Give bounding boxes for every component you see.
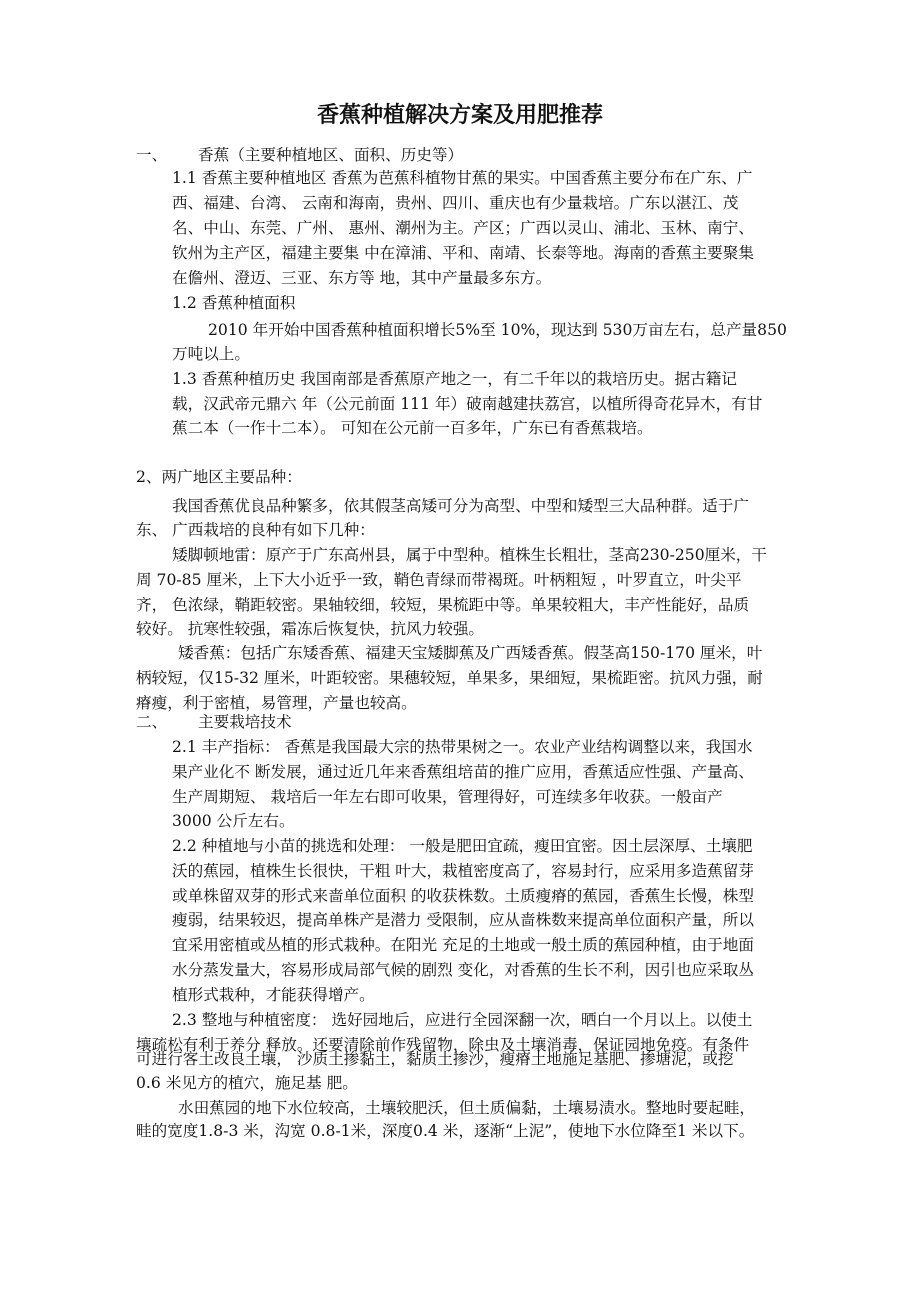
paragraph-line: 植形式栽种，才能获得增产。 bbox=[172, 986, 375, 1004]
paragraph-line: 柄较短，仅15-32 厘米，叶距较密。果穗较短，单果多，果细短，果梳距密。抗风力强，耐 bbox=[136, 669, 763, 687]
paragraph-line: 载，汉武帝元鼎六 年（公元前面 111 年）破南越建扶荔宫，以植所得奇花异木，有甘 bbox=[172, 395, 763, 413]
paragraph-line: 东、 广西栽培的良种有如下几种： bbox=[136, 521, 375, 539]
paragraph-line: 1.1 香蕉主要种植地区 香蕉为芭蕉科植物甘蕉的果实。中国香蕉主要分布在广东、广 bbox=[172, 169, 753, 187]
paragraph-line: 较好。 抗寒性较强，霜冻后恢复快，抗风力较强。 bbox=[136, 620, 485, 638]
paragraph-line: 壤疏松有利于养分 释放。还要清除前作残留物，除虫及土壤消毒，保证园地免疫。有条件 bbox=[136, 1036, 750, 1054]
paragraph-line: 1.3 香蕉种植历史 我国南部是香蕉原产地之一，有二千年以的栽培历史。据古籍记 bbox=[172, 370, 737, 388]
paragraph-line: 矮香蕉：包括广东矮香蕉、福建天宝矮脚蕉及广西矮香蕉。假茎高150-170 厘米，叶 bbox=[178, 644, 763, 662]
paragraph-line: 我国香蕉优良品种繁多，依其假茎高矮可分为高型、中型和矮型三大品种群。适于广 bbox=[172, 497, 749, 515]
paragraph-line: 名、中山、东莞、广州、 惠州、潮州为主。产区；广西以灵山、浦北、玉林、南宁、 bbox=[172, 219, 754, 237]
paragraph-line: 2010 年开始中国香蕉种植面积增长5%至 10%，现达到 530万亩左右，总产量850 bbox=[208, 321, 787, 339]
paragraph-line: 可进行客土改良土壤， 沙质土掺黏土，黏质土掺沙，瘦瘠土地施足基肥、掺塘泥，或挖 bbox=[136, 1050, 734, 1068]
paragraph-line: 沃的蕉园，植株生长很快，干粗 叶大，栽植密度高了，容易封行，应采用多造蕉留芽 bbox=[172, 862, 754, 880]
section-heading: 香蕉（主要种植地区、面积、历史等） bbox=[198, 146, 464, 164]
document-title: 香蕉种植解决方案及用肥推荐 bbox=[316, 103, 603, 128]
paragraph-line: 齐， 色浓绿，鞘距较密。果轴较细，较短，果梳距中等。单果较粗大，丰产性能好，品质 bbox=[136, 596, 750, 614]
paragraph-line: 瘠瘦，利于密植，易管理，产量也较高。 bbox=[136, 694, 417, 712]
paragraph-line: 瘦弱，结果较迟，提高单株产是潜力 受限制，应从啬株数来提高单位面积产量，所以 bbox=[172, 911, 754, 929]
paragraph-line: 2.3 整地与种植密度： 选好园地后，应进行全园深翻一次，晒白一个月以上。以使土 bbox=[172, 1011, 753, 1029]
paragraph-line: 万吨以上。 bbox=[172, 345, 250, 363]
section-number: 二、 bbox=[136, 713, 168, 731]
paragraph-line: 水分蒸发量大，容易形成局部气候的剧烈 变化，对香蕉的生长不利，因引也应采取丛 bbox=[172, 961, 754, 979]
section-heading: 2、两广地区主要品种： bbox=[136, 468, 302, 486]
paragraph-line: 蕉二本（一作十二本）。 可知在公元前一百多年，广东已有香蕉栽培。 bbox=[172, 419, 653, 437]
paragraph-line: 宜采用密植或丛植的形式栽种。在阳光 充足的土地或一般土质的蕉园种植，由于地面 bbox=[172, 936, 754, 954]
paragraph-line: 2.1 丰产指标： 香蕉是我国最大宗的热带果树之一。农业产业结构调整以来，我国水 bbox=[172, 738, 753, 756]
paragraph-line: 钦州为主产区，福建主要集 中在漳浦、平和、南靖、长泰等地。海南的香蕉主要聚集 bbox=[172, 244, 754, 262]
paragraph-line: 3000 公斤左右。 bbox=[172, 812, 295, 830]
paragraph-line: 2.2 种植地与小苗的挑选和处理： 一般是肥田宜疏，瘦田宜密。因土层深厚、土壤肥 bbox=[172, 837, 753, 855]
paragraph-line: 周 70-85 厘米，上下大小近乎一致，鞘色青绿而带褐斑。叶柄粗短 ，叶罗直立，叶尖平 bbox=[136, 571, 742, 589]
paragraph-line: 西、福建、台湾、 云南和海南，贵州、四川、重庆也有少量栽培。广东以湛江、茂 bbox=[172, 194, 739, 212]
paragraph-line: 果产业化不 断发展，通过近几年来香蕉组培苗的推广应用，香蕉适应性强、产量高、 bbox=[172, 763, 754, 781]
paragraph-line: 水田蕉园的地下水位较高，土壤较肥沃，但土质偏黏，土壤易渍水。整地时要起畦， bbox=[178, 1099, 755, 1117]
paragraph-line: 畦的宽度1.8-3 米，沟宽 0.8-1米，深度0.4 米，逐渐“上泥”，使地下水位降至1 米以下。 bbox=[136, 1122, 755, 1140]
paragraph-line: 生产周期短、 栽培后一年左右即可收果，管理得好，可连续多年收获。一般亩产 bbox=[172, 788, 723, 806]
subheading: 1.2 香蕉种植面积 bbox=[172, 294, 296, 312]
paragraph-line: 矮脚顿地雷：原产于广东高州县，属于中型种。植株生长粗壮，茎高230-250厘米，干 bbox=[172, 546, 767, 564]
paragraph-line: 或单株留双芽的形式来啬单位面积 的收获株数。土质瘦瘠的蕉园，香蕉生长慢，株型 bbox=[172, 887, 754, 905]
section-number: 一、 bbox=[136, 146, 168, 164]
paragraph-line: 0.6 米见方的植穴，施足基 肥。 bbox=[136, 1074, 358, 1092]
section-heading: 主要栽培技术 bbox=[198, 713, 292, 731]
paragraph-line: 在儋州、澄迈、三亚、东方等 地，其中产量最多东方。 bbox=[172, 269, 552, 287]
